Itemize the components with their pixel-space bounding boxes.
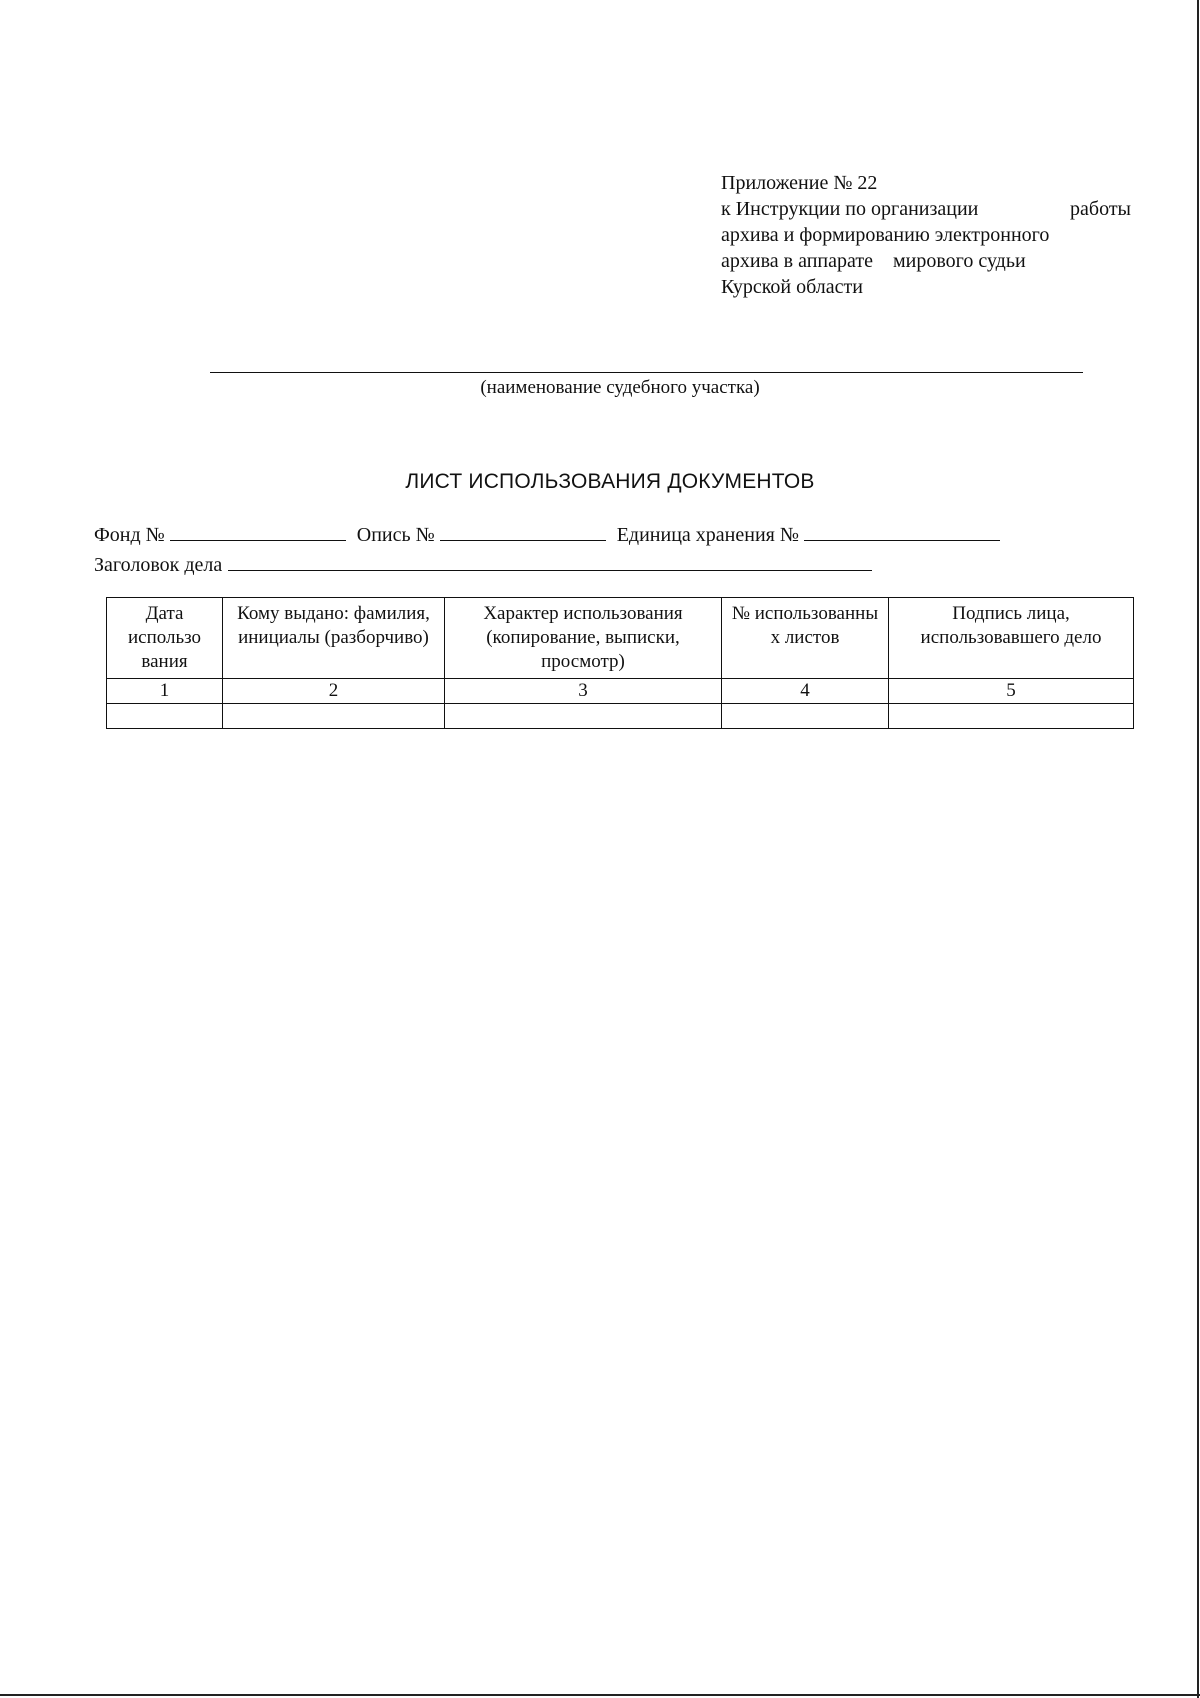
column-number-2: 2 [223,679,445,704]
page-edge-right [1197,0,1199,1698]
appendix-note [721,170,1131,300]
header-signature: Подпись лица, использовавшего дело [889,598,1134,679]
column-number-4: 4 [722,679,889,704]
usage-table [106,597,1134,729]
appendix-line-4: архива в аппарате мирового судьи [721,250,1026,272]
case-title-label: Заголовок дела [94,554,223,576]
table-number-row [107,679,1134,704]
case-title-blank [228,552,872,571]
table-cell-empty [889,704,1134,729]
column-number-1: 1 [107,679,223,704]
table-cell-empty [445,704,722,729]
table-row [107,704,1134,729]
header-issued-to: Кому выдано: фамилия, инициалы (разборчиво) [223,598,445,679]
appendix-line-3: архива и формированию электронного [721,224,1050,246]
column-number-5: 5 [889,679,1134,704]
appendix-line-5: Курской области [721,276,863,298]
table-cell-empty [223,704,445,729]
appendix-number: Приложение № 22 [721,172,878,194]
table-header-row [107,598,1134,679]
appendix-line-2 [721,196,1131,222]
appendix-line-2-left: к Инструкции по организации [721,198,979,220]
opis-blank [440,522,606,541]
header-date: Дата использо вания [107,598,223,679]
appendix-line-2-right: работы [1070,198,1131,220]
table-cell-empty [722,704,889,729]
case-title-row [94,552,994,578]
header-sheet-numbers: № использованны х листов [722,598,889,679]
court-name-caption: (наименование судебного участка) [480,377,760,398]
fond-label: Фонд № [94,524,165,546]
unit-blank [804,522,1000,541]
fond-blank [170,522,346,541]
opis-label: Опись № [356,524,435,546]
table-cell-empty [107,704,223,729]
unit-label: Единица хранения № [616,524,799,546]
archive-fields-row [94,522,1074,548]
column-number-3: 3 [445,679,722,704]
document-title: ЛИСТ ИСПОЛЬЗОВАНИЯ ДОКУМЕНТОВ [405,470,815,493]
page-edge-bottom [0,1694,1200,1696]
header-usage-type: Характер использования (копирование, выписки, просмотр) [445,598,722,679]
court-name-line [210,372,1083,373]
